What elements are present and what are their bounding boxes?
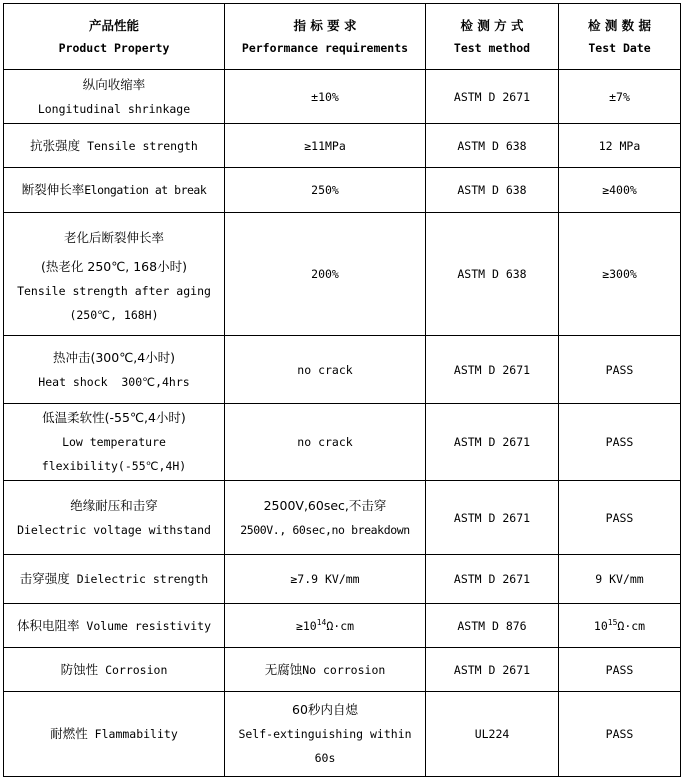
property-cell — [4, 124, 225, 168]
row-corrosion — [4, 648, 681, 692]
header-en: Product Property — [58, 40, 170, 55]
property-cell — [4, 336, 225, 404]
data-base: 10 — [593, 618, 608, 633]
header-test-data — [559, 4, 681, 70]
property-cn: 体积电阻率 — [16, 617, 80, 633]
requirement-cell: no crack — [225, 336, 426, 404]
method-cell: ASTM D 638 — [426, 168, 559, 213]
header-product-property — [4, 4, 225, 70]
method-cell: ASTM D 2671 — [426, 648, 559, 692]
method-cell: ASTM D 2671 — [426, 404, 559, 481]
requirement-en: No corrosion — [302, 662, 386, 677]
data-cell: 9 KV/mm — [559, 555, 681, 604]
header-row — [4, 4, 681, 70]
property-en: Flammability — [94, 727, 178, 741]
property-cn: 断裂伸长率 — [21, 182, 85, 197]
property-cell — [4, 555, 225, 604]
header-cn: 检 测 数 据 — [587, 17, 652, 33]
data-cell: PASS — [559, 404, 681, 481]
property-cn: 绝缘耐压和击穿 — [70, 497, 158, 513]
property-cn: 低温柔软性(-55℃,4小时) — [42, 410, 186, 425]
header-test-method — [426, 4, 559, 70]
header-en: Performance requirements — [241, 40, 409, 55]
requirement-cell: no crack — [225, 404, 426, 481]
property-cn: 防蚀性 — [60, 661, 99, 677]
property-en: Dielectric voltage withstand — [17, 522, 211, 537]
header-cn: 检 测 方 式 — [460, 17, 524, 33]
row-dielectric-strength — [4, 555, 681, 604]
requirement-base: ≥10 — [295, 618, 317, 633]
requirement-cell — [225, 692, 426, 777]
property-en: Tensile strength after aging — [17, 284, 211, 298]
property-cn-condition: (热老化 250℃, 168小时) — [41, 259, 187, 274]
property-cn: 纵向收缩率 — [82, 76, 146, 92]
property-en-condition: (250℃, 168H) — [69, 308, 159, 322]
header-en: Test Date — [588, 40, 651, 55]
property-cell — [4, 404, 225, 481]
property-cn: 击穿强度 — [19, 571, 70, 586]
row-aging — [4, 213, 681, 336]
data-cell: 12 MPa — [559, 124, 681, 168]
requirement-cell — [225, 604, 426, 648]
row-tensile-strength — [4, 124, 681, 168]
property-en: Longitudinal shrinkage — [37, 101, 191, 116]
requirement-cell: 200% — [225, 213, 426, 336]
requirement-cn: 无腐蚀 — [264, 661, 303, 677]
data-cell — [559, 604, 681, 648]
data-cell: ±7% — [559, 70, 681, 124]
spec-table-container — [3, 3, 681, 777]
method-cell: ASTM D 2671 — [426, 336, 559, 404]
property-cn: 耐燃性 — [50, 726, 88, 741]
requirement-exponent: 14 — [316, 617, 327, 627]
row-longitudinal-shrinkage — [4, 70, 681, 124]
property-en-condition: flexibility(-55℃,4H) — [41, 459, 187, 473]
property-cell — [4, 648, 225, 692]
property-cell — [4, 213, 225, 336]
data-exponent: 15 — [607, 617, 618, 627]
requirement-cell: ±10% — [225, 70, 426, 124]
data-cell: ≥300% — [559, 213, 681, 336]
property-en: Low temperature — [62, 435, 166, 449]
method-cell: ASTM D 2671 — [426, 481, 559, 555]
property-cell — [4, 481, 225, 555]
data-cell: PASS — [559, 481, 681, 555]
data-cell: PASS — [559, 336, 681, 404]
requirement-cn: 2500V,60sec,不击穿 — [263, 497, 387, 513]
requirement-cell — [225, 481, 426, 555]
requirement-en-time: 60s — [314, 751, 336, 765]
requirement-cell — [225, 648, 426, 692]
row-dielectric-voltage — [4, 481, 681, 555]
property-en: Corrosion — [105, 662, 168, 677]
header-cn: 指 标 要 求 — [293, 17, 357, 33]
requirement-cell: ≥11MPa — [225, 124, 426, 168]
property-cn: 抗张强度 — [30, 137, 81, 153]
property-cell — [4, 168, 225, 213]
requirement-unit: Ω·cm — [326, 618, 355, 633]
method-cell: ASTM D 638 — [426, 213, 559, 336]
method-cell: ASTM D 876 — [426, 604, 559, 648]
data-cell: PASS — [559, 648, 681, 692]
property-cn: 热冲击(300℃,4小时) — [52, 349, 176, 365]
header-performance-requirements — [225, 4, 426, 70]
property-en: Tensile strength — [87, 138, 198, 153]
property-cn: 老化后断裂伸长率 — [63, 230, 164, 245]
product-spec-table — [3, 3, 681, 777]
method-cell: ASTM D 2671 — [426, 70, 559, 124]
property-en: Elongation at break — [84, 183, 207, 197]
row-flammability — [4, 692, 681, 777]
header-cn: 产品性能 — [88, 17, 139, 33]
property-cell — [4, 604, 225, 648]
requirement-en: 2500V., 60sec,no breakdown — [240, 522, 410, 537]
requirement-en: Self-extinguishing within — [238, 727, 412, 741]
header-en: Test method — [453, 40, 531, 55]
property-en: Volume resistivity — [86, 618, 212, 633]
requirement-cell: 250% — [225, 168, 426, 213]
method-cell: ASTM D 638 — [426, 124, 559, 168]
method-cell: UL224 — [426, 692, 559, 777]
row-volume-resistivity — [4, 604, 681, 648]
property-cell — [4, 70, 225, 124]
data-unit: Ω·cm — [617, 618, 646, 633]
data-cell: ≥400% — [559, 168, 681, 213]
property-en: Heat shock 300℃,4hrs — [38, 374, 190, 389]
data-cell: PASS — [559, 692, 681, 777]
row-heat-shock — [4, 336, 681, 404]
method-cell: ASTM D 2671 — [426, 555, 559, 604]
row-elongation-at-break — [4, 168, 681, 213]
property-cell — [4, 692, 225, 777]
row-low-temperature-flexibility — [4, 404, 681, 481]
requirement-cn: 60秒内自熄 — [292, 702, 358, 717]
property-en: Dielectric strength — [76, 572, 209, 586]
requirement-cell: ≥7.9 KV/mm — [225, 555, 426, 604]
